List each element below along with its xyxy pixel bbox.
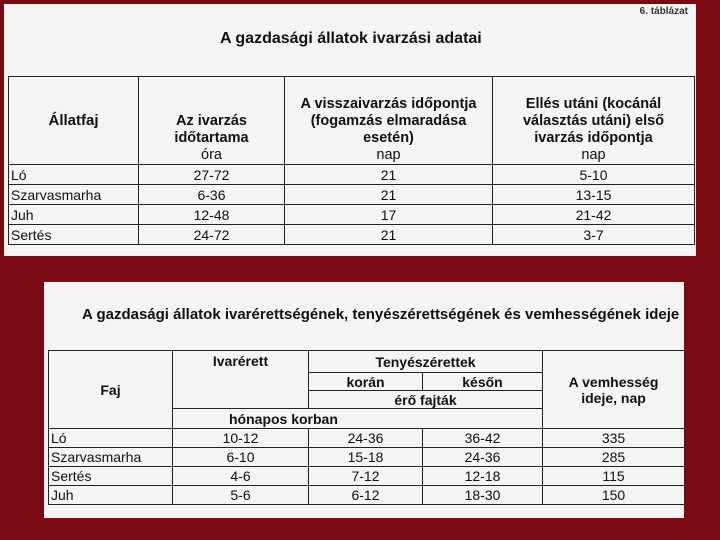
cell-late: 12-18	[423, 467, 543, 486]
cell-species: Ló	[49, 429, 173, 448]
cell-duration: 24-72	[139, 225, 285, 245]
maturity-data-panel	[44, 282, 684, 518]
table-row	[49, 486, 685, 505]
cell-gestation: 335	[543, 429, 685, 448]
cell-species: Sertés	[49, 467, 173, 486]
table-row	[9, 205, 695, 225]
header-early: korán	[309, 373, 423, 391]
cell-duration: 12-48	[139, 205, 285, 225]
cell-return: 21	[285, 225, 493, 245]
table-header-row	[9, 77, 695, 165]
header-breeding-maturity: Tenyészérettek	[309, 351, 543, 373]
cell-sexual: 6-10	[173, 448, 309, 467]
heat-data-table	[8, 76, 695, 245]
table-row	[49, 429, 685, 448]
cell-return: 17	[285, 205, 493, 225]
cell-species: Juh	[9, 205, 139, 225]
cell-species: Szarvasmarha	[49, 448, 173, 467]
header-maturing-breeds: érő fajták	[309, 391, 543, 409]
cell-species: Ló	[9, 165, 139, 185]
header-species: Faj	[49, 351, 173, 429]
header-postpartum: Ellés utáni (kocánál választás utáni) első ivarzás időpontja nap	[493, 77, 695, 165]
cell-postpartum: 21-42	[493, 205, 695, 225]
header-gestation: A vemhesség ideje, nap	[543, 351, 685, 429]
cell-early: 6-12	[309, 486, 423, 505]
header-return: A visszaivarzás időpontja (fogamzás elmaradása esetén) nap	[285, 77, 493, 165]
cell-postpartum: 13-15	[493, 185, 695, 205]
table-header-row	[49, 351, 685, 373]
cell-sexual: 5-6	[173, 486, 309, 505]
cell-duration: 6-36	[139, 185, 285, 205]
cell-return: 21	[285, 165, 493, 185]
cell-late: 18-30	[423, 486, 543, 505]
table-row	[49, 467, 685, 486]
heat-data-title: A gazdasági állatok ivarzási adatai	[220, 30, 482, 47]
table-number-note: 6. táblázat	[639, 6, 688, 17]
heat-data-panel	[4, 4, 696, 256]
cell-postpartum: 5-10	[493, 165, 695, 185]
table-row	[9, 185, 695, 205]
header-postpartum-unit: nap	[581, 147, 606, 163]
cell-early: 15-18	[309, 448, 423, 467]
header-months-unit: hónapos korban	[173, 409, 543, 429]
header-return-unit: nap	[376, 147, 401, 163]
header-sexual-maturity: Ivarérett	[173, 351, 309, 409]
cell-early: 7-12	[309, 467, 423, 486]
cell-species: Sertés	[9, 225, 139, 245]
table-row	[49, 448, 685, 467]
cell-duration: 27-72	[139, 165, 285, 185]
cell-sexual: 4-6	[173, 467, 309, 486]
cell-early: 24-36	[309, 429, 423, 448]
table-row	[9, 165, 695, 185]
maturity-data-title: A gazdasági állatok ivarérettségének, tenyészérettségének és vemhességének ideje	[82, 306, 680, 323]
maturity-data-table	[48, 350, 685, 505]
header-duration-unit: óra	[201, 147, 222, 163]
cell-species: Juh	[49, 486, 173, 505]
cell-gestation: 285	[543, 448, 685, 467]
cell-sexual: 10-12	[173, 429, 309, 448]
cell-gestation: 150	[543, 486, 685, 505]
header-duration: Az ivarzás időtartama óra	[139, 77, 285, 165]
cell-postpartum: 3-7	[493, 225, 695, 245]
header-species: Állatfaj	[9, 77, 139, 165]
cell-species: Szarvasmarha	[9, 185, 139, 205]
header-late: későn	[423, 373, 543, 391]
cell-return: 21	[285, 185, 493, 205]
cell-gestation: 115	[543, 467, 685, 486]
cell-late: 24-36	[423, 448, 543, 467]
cell-late: 36-42	[423, 429, 543, 448]
table-row	[9, 225, 695, 245]
